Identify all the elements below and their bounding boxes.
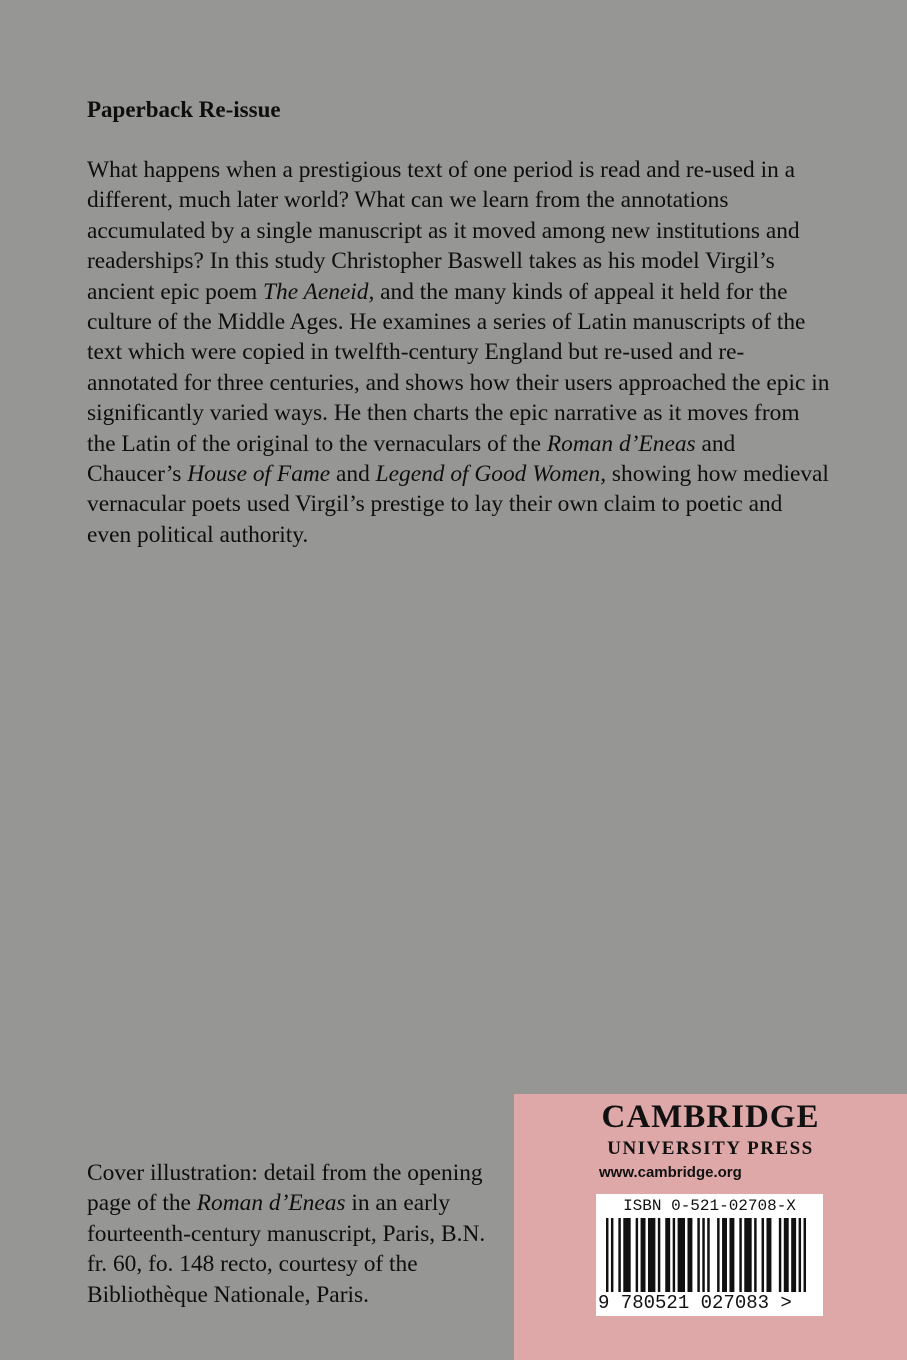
publisher-name: CAMBRIDGE xyxy=(601,1099,820,1135)
barcode-bar xyxy=(606,1218,608,1292)
italic-title: Legend of Good Women, xyxy=(375,461,607,488)
barcode-bar xyxy=(754,1218,756,1292)
barcode-bar xyxy=(766,1218,771,1292)
barcode-bar xyxy=(791,1218,796,1292)
barcode-bar xyxy=(784,1218,789,1292)
barcode-bar xyxy=(658,1218,660,1292)
barcode-bar xyxy=(673,1218,675,1292)
text-run: Cover illustration: detail from the opening page of the xyxy=(87,1160,483,1217)
barcode-bar xyxy=(648,1218,655,1292)
text-run: in an early fourteenth-century manuscript, Paris, B.N. fr. 60, fo. 148 recto, courtesy of the Bibliothèque Nationale, Paris. xyxy=(87,1190,486,1308)
barcode-bar xyxy=(636,1218,638,1292)
isbn-barcode-label xyxy=(596,1194,823,1316)
blurb-paragraph xyxy=(87,155,832,550)
text-run: and Chaucer’s xyxy=(87,430,736,488)
cover-heading: Paperback Re-issue xyxy=(87,97,281,122)
italic-title: Roman d’Eneas xyxy=(546,430,696,457)
barcode-bar xyxy=(702,1218,704,1292)
barcode-bar xyxy=(739,1218,741,1292)
barcode-bar xyxy=(717,1218,719,1292)
barcode-image xyxy=(606,1218,806,1292)
italic-title: House of Fame xyxy=(187,461,331,488)
publisher-subname: UNIVERSITY PRESS xyxy=(607,1138,814,1159)
barcode-bar xyxy=(641,1218,646,1292)
text-run: What happens when a prestigious text of one period is read and re-used in a different, much later world? What can we learn from the annotations accumulated by a single manuscript as it moved among new institutions and readerships? In this study Christopher Baswell takes as his model Virgil’s ancient epic poem xyxy=(87,157,800,305)
barcode-bar xyxy=(618,1218,620,1292)
barcode-bar xyxy=(804,1218,806,1292)
barcode-bar xyxy=(762,1218,764,1292)
ean-digits: 9 780521 027083 > xyxy=(598,1292,792,1314)
barcode-bar xyxy=(678,1218,685,1292)
isbn-number: ISBN 0-521-02708-X xyxy=(623,1197,796,1215)
barcode-bar xyxy=(687,1218,692,1292)
italic-title: The Aeneid, xyxy=(263,278,375,305)
cover-illustration-caption xyxy=(87,1158,502,1310)
barcode-bar xyxy=(707,1218,709,1292)
barcode-bar xyxy=(697,1218,699,1292)
barcode-bar xyxy=(623,1218,630,1292)
publisher-url: www.cambridge.org xyxy=(599,1164,742,1181)
barcode-bar xyxy=(799,1218,801,1292)
barcode-bar xyxy=(611,1218,613,1292)
barcode-bar xyxy=(744,1218,751,1292)
barcode-bar xyxy=(722,1218,727,1292)
text-run: showing how medieval vernacular poets used Virgil’s prestige to lay their own claim to poetic and even political authority. xyxy=(87,461,829,548)
barcode-bar xyxy=(779,1218,781,1292)
publisher-panel xyxy=(514,1094,907,1360)
barcode-bar xyxy=(665,1218,670,1292)
text-run: and the many kinds of appeal it held for the culture of the Middle Ages. He examines a series of Latin manuscripts of the text which were copied in twelfth-century England but re-used and re-annotated for three centuries, and shows how their users approached the epic in significantly varied ways. He then charts the epic narrative as it moves from the Latin of the original to the vernaculars of the xyxy=(87,278,830,457)
italic-title: Roman d’Eneas xyxy=(196,1190,346,1217)
barcode-bar xyxy=(729,1218,734,1292)
text-run: and xyxy=(330,461,376,488)
